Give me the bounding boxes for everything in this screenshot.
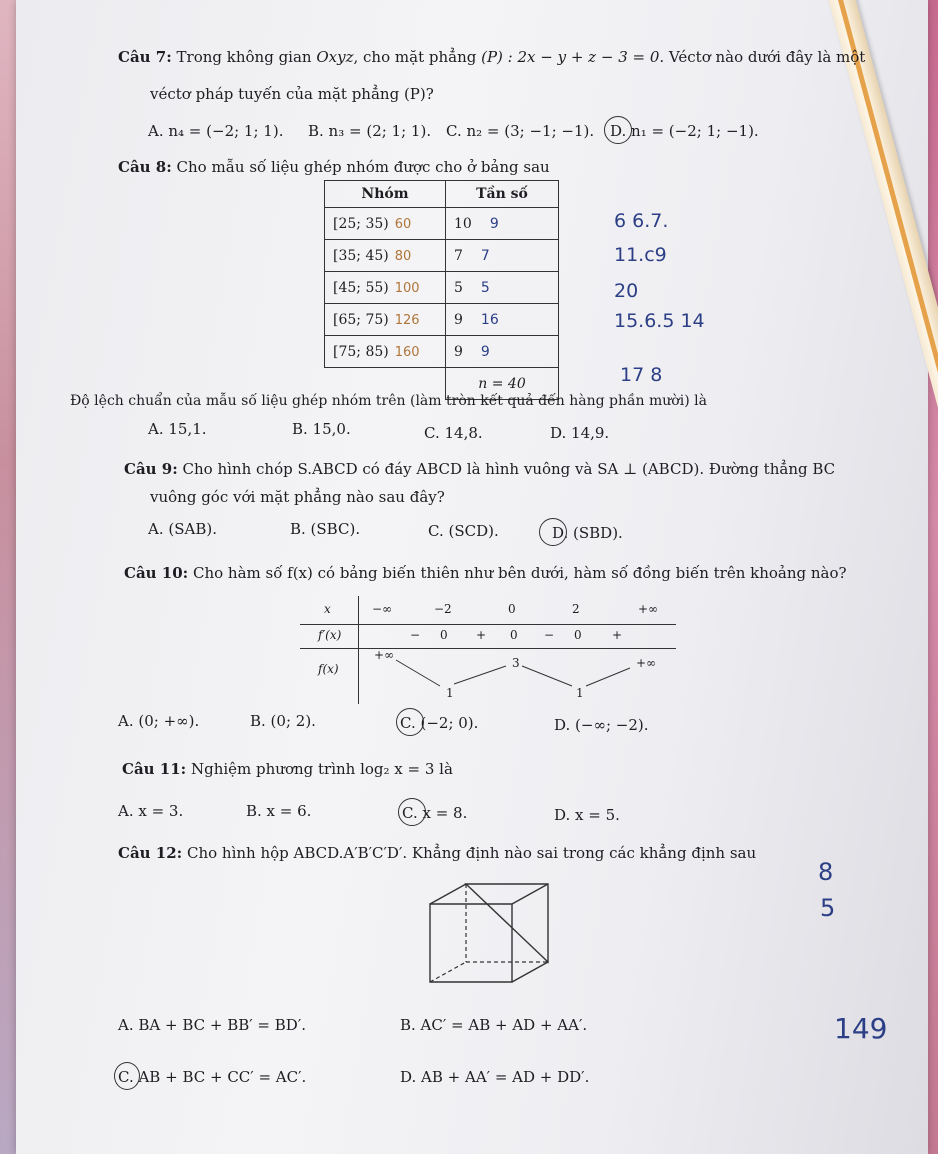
table-header-group: Nhóm [325,181,446,208]
vt-f-value: +∞ [374,648,395,662]
table-row: [75; 85) 160 9 9 [325,336,559,368]
q10-stem: Câu 10: Cho hàm số f(x) có bảng biến thiên như bên dưới, hàm số đồng biến trên khoảng nào? [124,564,847,582]
table-total-row: n = 40 [325,368,559,400]
q9-answer-circle [539,518,567,546]
q11-option-a[interactable]: A. x = 3. [118,802,184,820]
q9-stem: Câu 9: Cho hình chóp S.ABCD có đáy ABCD là hình vuông và SA ⊥ (ABCD). Đường thẳng BC [124,460,836,478]
q10-option-a[interactable]: A. (0; +∞). [118,712,200,730]
q8-question: Độ lệch chuẩn của mẫu số liệu ghép nhóm trên (làm tròn kết quả đến hàng phần mười) là [70,393,707,409]
q8-frequency-table [324,180,559,400]
q11-option-d[interactable]: D. x = 5. [554,806,620,824]
q10-option-c[interactable]: C. (−2; 0). [400,714,479,732]
q9-option-a[interactable]: A. (SAB). [148,520,217,538]
q8-option-c[interactable]: C. 14,8. [424,424,483,442]
q12-parallelepiped-figure [420,876,570,1000]
q7-option-b[interactable]: B. n₃ = (2; 1; 1). [308,122,432,140]
q12-stem: Câu 12: Cho hình hộp ABCD.A′B′C′D′. Khẳng định nào sai trong các khẳng định sau [118,844,757,862]
q9-option-b[interactable]: B. (SBC). [290,520,361,538]
q12-option-b[interactable]: B. AC′ = AB + AD + AA′. [400,1016,588,1034]
q11-stem: Câu 11: Nghiệm phương trình log₂ x = 3 là [122,760,453,778]
table-row: [45; 55) 100 5 5 [325,272,559,304]
vt-sign: 0 [510,628,518,642]
q7-stem: Câu 7: Trong không gian Oxyz, cho mặt phẳng (P) : 2x − y + z − 3 = 0. Véctơ nào dưới đây là một [118,48,866,66]
handwritten-note: 11.c9 [614,244,667,266]
q11-option-c[interactable]: C. x = 8. [402,804,468,822]
q10-answer-circle [396,708,424,736]
table-row: [25; 35) 60 10 9 [325,208,559,240]
table-header-frequency: Tần số [446,181,559,208]
q12-option-c[interactable]: C. AB + BC + CC′ = AC′. [118,1068,307,1086]
vt-sign: + [476,628,487,642]
q7-stem-line2: véctơ pháp tuyến của mặt phẳng (P)? [150,85,434,103]
vt-sign: − [544,628,555,642]
q7-option-a[interactable]: A. n₄ = (−2; 1; 1). [148,122,284,140]
handwritten-note: 149 [834,1012,888,1045]
vt-x-label: x [324,602,331,616]
q7-option-c[interactable]: C. n₂ = (3; −1; −1). [446,122,595,140]
q10-option-d[interactable]: D. (−∞; −2). [554,716,649,734]
handwritten-note: 6 6.7. [614,210,669,232]
handwritten-note: 8 [818,858,834,886]
q10-variation-table [300,596,680,708]
vt-fprime-label: f′(x) [318,628,342,642]
vt-sign: 0 [574,628,582,642]
handwritten-note: 5 [820,894,836,922]
q8-stem: Câu 8: Cho mẫu số liệu ghép nhóm được cho ở bảng sau [118,158,550,176]
vt-arrows [300,596,680,708]
q12-answer-circle [114,1062,140,1090]
q7-option-d[interactable]: D. n₁ = (−2; 1; −1). [610,122,759,140]
vt-sign: 0 [440,628,448,642]
vt-x-value: 0 [508,602,516,616]
q8-option-d[interactable]: D. 14,9. [550,424,610,442]
q12-option-a[interactable]: A. BA + BC + BB′ = BD′. [118,1016,306,1034]
q11-answer-circle [398,798,426,826]
vt-sign: − [410,628,421,642]
handwritten-note: 17 8 [620,364,663,386]
table-row: [65; 75) 126 9 16 [325,304,559,336]
vt-x-value: −2 [434,602,452,616]
q8-option-b[interactable]: B. 15,0. [292,420,351,438]
handwritten-note: 15.6.5 14 [614,310,705,332]
table-row: [35; 45) 80 7 7 [325,240,559,272]
q9-option-c[interactable]: C. (SCD). [428,522,499,540]
vt-f-value: 1 [446,686,454,700]
q9-stem-line2: vuông góc với mặt phẳng nào sau đây? [150,488,445,506]
handwritten-note: 20 [614,280,639,302]
vt-sign: + [612,628,623,642]
q11-option-b[interactable]: B. x = 6. [246,802,312,820]
vt-f-value: +∞ [636,656,657,670]
q12-option-d[interactable]: D. AB + AA′ = AD + DD′. [400,1068,590,1086]
q7-answer-circle [604,116,632,144]
vt-x-value: −∞ [372,602,393,616]
vt-x-value: 2 [572,602,580,616]
vt-x-value: +∞ [638,602,659,616]
vt-f-value: 3 [512,656,520,670]
vt-f-value: 1 [576,686,584,700]
q9-option-d[interactable]: D. (SBD). [552,524,623,542]
vt-f-label: f(x) [318,662,339,676]
q8-option-a[interactable]: A. 15,1. [148,420,207,438]
q10-option-b[interactable]: B. (0; 2). [250,712,316,730]
